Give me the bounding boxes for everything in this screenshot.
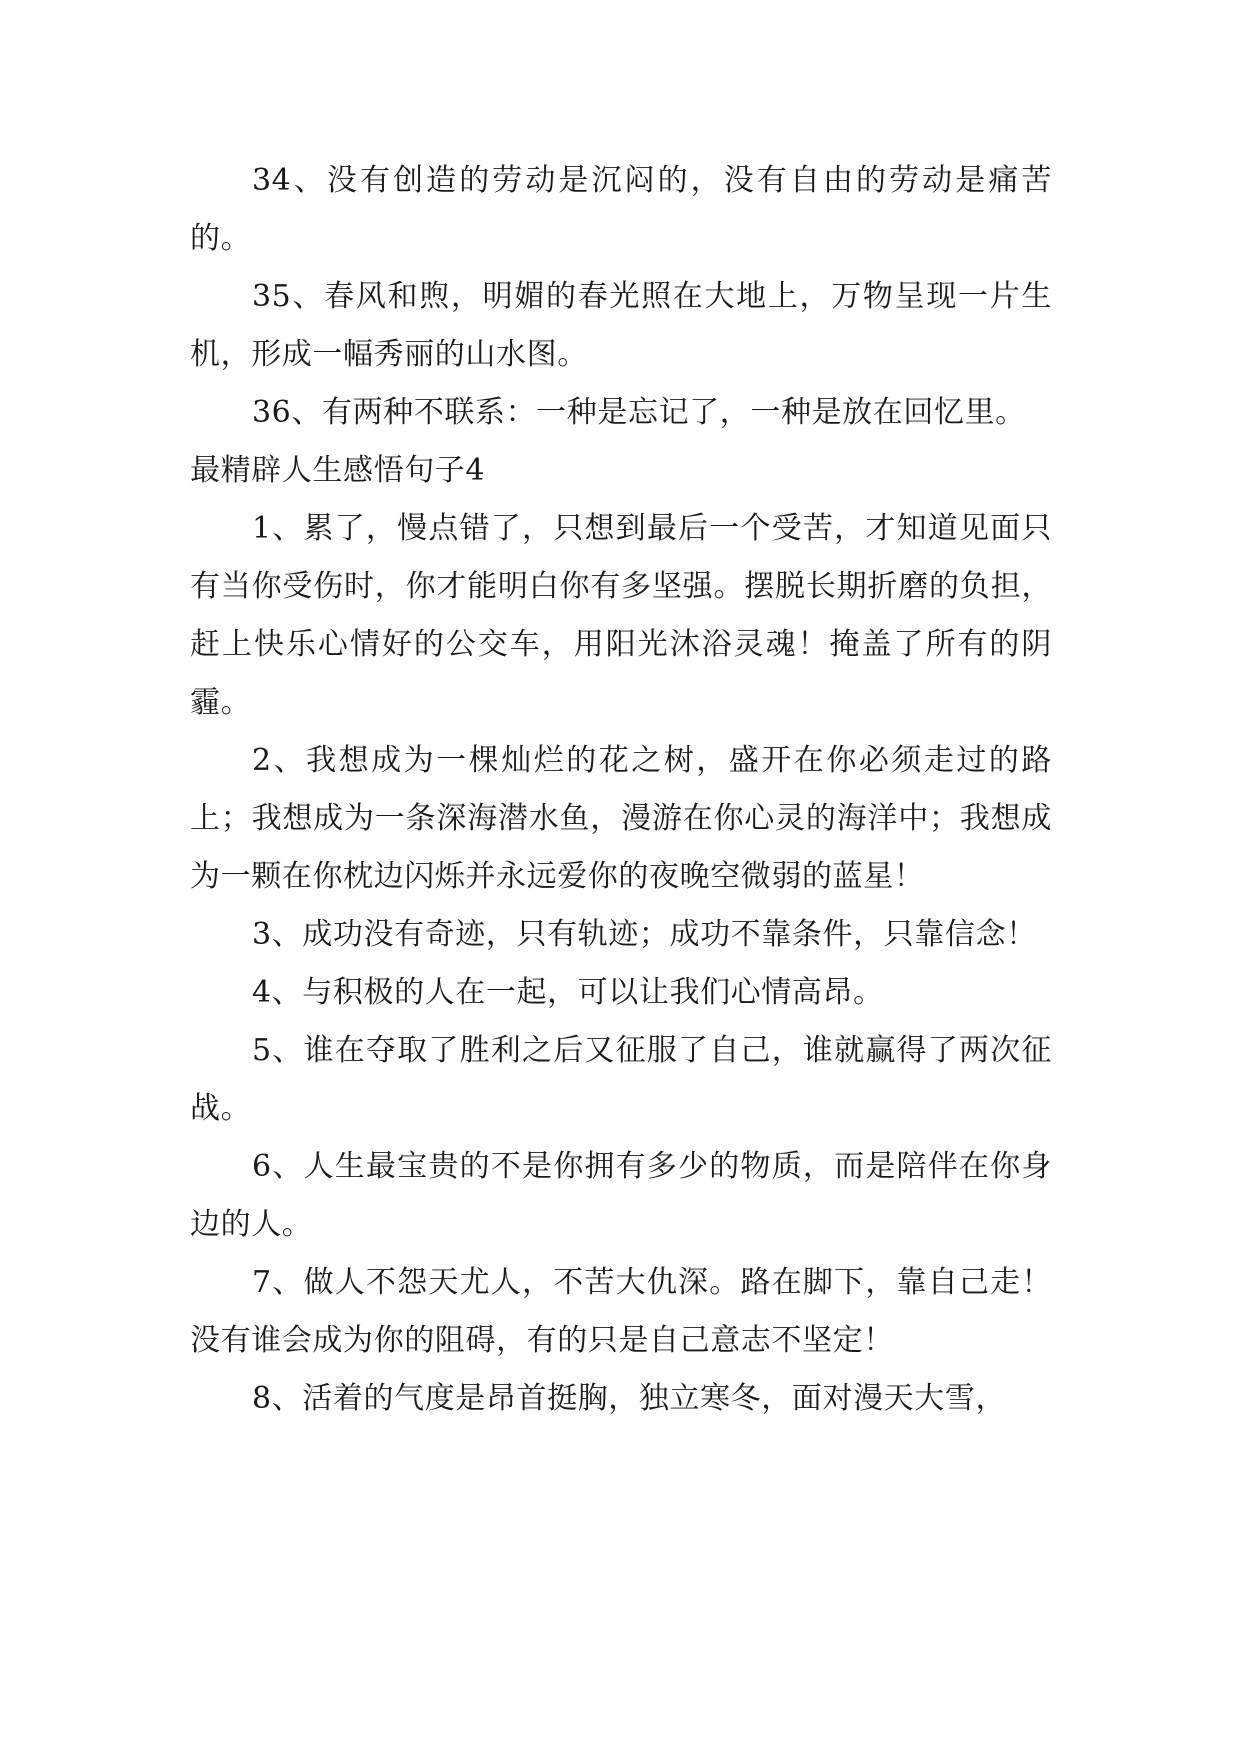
section-heading: 最精辟人生感悟句子4 <box>190 453 486 488</box>
paragraph-8: 8、活着的气度是昂首挺胸，独立寒冬，面对漫天大雪， <box>252 1381 1007 1416</box>
paragraph-1: 1、累了，慢点错了，只想到最后一个受苦，才知道见面只有当你受伤时，你才能明白你有多坚强。摆脱长期折磨的负担，赶上快乐心情好的公交车，用阳光沐浴灵魂！掩盖了所有的阴霾。 <box>190 511 1052 720</box>
paragraph-2: 2、我想成为一棵灿烂的花之树，盛开在你必须走过的路上；我想成为一条深海潜水鱼，漫游在你心灵的海洋中；我想成为一颗在你枕边闪烁并永远爱你的夜晚空微弱的蓝星！ <box>190 743 1052 894</box>
paragraph-4: 4、与积极的人在一起，可以让我们心情高昂。 <box>252 975 884 1010</box>
paragraph-34: 34、没有创造的劳动是沉闷的，没有自由的劳动是痛苦的。 <box>190 163 1052 256</box>
paragraph-3: 3、成功没有奇迹，只有轨迹；成功不靠条件，只靠信念！ <box>252 917 1037 952</box>
paragraph-7: 7、做人不怨天尤人，不苦大仇深。路在脚下，靠自己走！没有谁会成为你的阻碍，有的只是自己意志不坚定！ <box>190 1265 1052 1358</box>
paragraph-35: 35、春风和煦，明媚的春光照在大地上，万物呈现一片生机，形成一幅秀丽的山水图。 <box>190 279 1052 372</box>
paragraph-5: 5、谁在夺取了胜利之后又征服了自己，谁就赢得了两次征战。 <box>190 1033 1052 1126</box>
paragraph-6: 6、人生最宝贵的不是你拥有多少的物质，而是陪伴在你身边的人。 <box>190 1149 1052 1242</box>
document-body <box>190 152 1052 1428</box>
paragraph-36: 36、有两种不联系：一种是忘记了，一种是放在回忆里。 <box>252 395 1026 430</box>
